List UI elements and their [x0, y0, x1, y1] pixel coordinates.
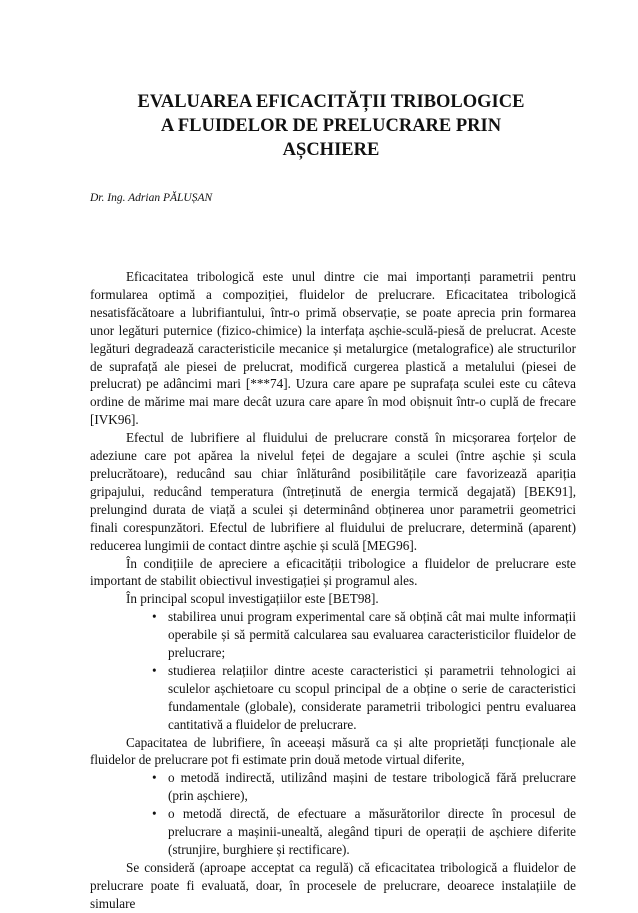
paragraph-4: În principal scopul investigațiilor este [BET98]. [126, 591, 379, 607]
paragraph-1: Eficacitatea tribologică este unul dintre cie mai importanți parametrii pentru formularea optimă a compoziției, fluidelor de prelucrare. Eficacitatea tribologică nesatisfăcătoare a lubrifiantului, într-o primă observație, se poate aprecia prin formarea unor legături puternice (fizico-chimice) la interfața așchie-sculă-piesă de prelucrat. Aceste legături degradează caracteristicile mecanice și metalurgice (metalografice) ale structurilor de suprafață ale piesei de prelucrat, modifică curgerea plastică a metalului (piesei de prelucrat) pe adâncimi mari [***74]. Uzura care apare pe suprafața sculei este cu câteva ordine de mărime mai mare decât uzura care apare în mod obișnuit într-o cuplă de frecare [IVK96]. [90, 269, 576, 428]
paper-title [90, 90, 572, 162]
title-line-3: AȘCHIERE [282, 140, 380, 160]
list-item: • stabilirea unui program experimental care să obțină cât mai multe informații operabile și să permită calcularea sau evaluarea caracteristicilor fluidelor de prelucrare; [90, 608, 576, 662]
paragraph-6: Se consideră (aproape acceptat ca regulă) că eficacitatea tribologică a fluidelor de prelucrare poate fi evaluată, doar, în procesele de prelucrare, deoarece instalațiile de simulare [90, 859, 576, 911]
author-line: Dr. Ing. Adrian PĂLUȘAN [90, 192, 213, 204]
title-line-1: EVALUAREA EFICACITĂȚII TRIBOLOGICE [137, 92, 525, 112]
list-item: • o metodă indirectă, utilizând mașini de testare tribologică fără prelucrare (prin așchiere), [90, 769, 576, 805]
paragraph-3: În condițiile de apreciere a eficacității tribologice a fluidelor de prelucrare este important de stabilit obiectivul investigației și programul ales. [90, 555, 576, 589]
bullet-list-objectives [90, 608, 576, 733]
bullet-list-methods [90, 769, 576, 859]
paragraph-2: Efectul de lubrifiere al fluidului de prelucrare constă în micșorarea forțelor de adeziune care pot apărea la nivelul feței de degajare a sculei (între așchie și scula prelucrătoare), reducând sau chiar înlăturând posibilitățile care favorizează apariția gripajului, reducând temperatura (întreținută de energia termică degajată) [BEK91], prelungind durata de viață a sculei și determinând obținerea unor parametrii geometrici finali corespunzători. Efectul de lubrifiere al fluidului de prelucrare, determină (aparent) reducerea lungimii de contact dintre așchie și sculă [MEG96]. [90, 430, 576, 553]
list-item: • studierea relațiilor dintre aceste caracteristici și parametrii tehnologici ai sculelor așchietoare cu scopul principal de a obține o serie de caracteristici fundamentale (globale), considerate parametrii tribologici pentru evaluarea cantitativă a fluidelor de prelucrare. [90, 662, 576, 734]
body-text [90, 268, 576, 913]
list-item: • o metodă directă, de efectuare a măsurătorilor directe în procesul de prelucrare a mașinii-unealtă, alegând tipuri de operații de așchiere diferite (strunjire, burghiere și rectificare). [90, 805, 576, 859]
title-line-2: A FLUIDELOR DE PRELUCRARE PRIN [160, 116, 502, 136]
paragraph-5: Capacitatea de lubrifiere, în aceeași măsură ca și alte proprietăți funcționale ale fluidelor de prelucrare pot fi estimate prin două metode virtual diferite, [90, 734, 576, 768]
